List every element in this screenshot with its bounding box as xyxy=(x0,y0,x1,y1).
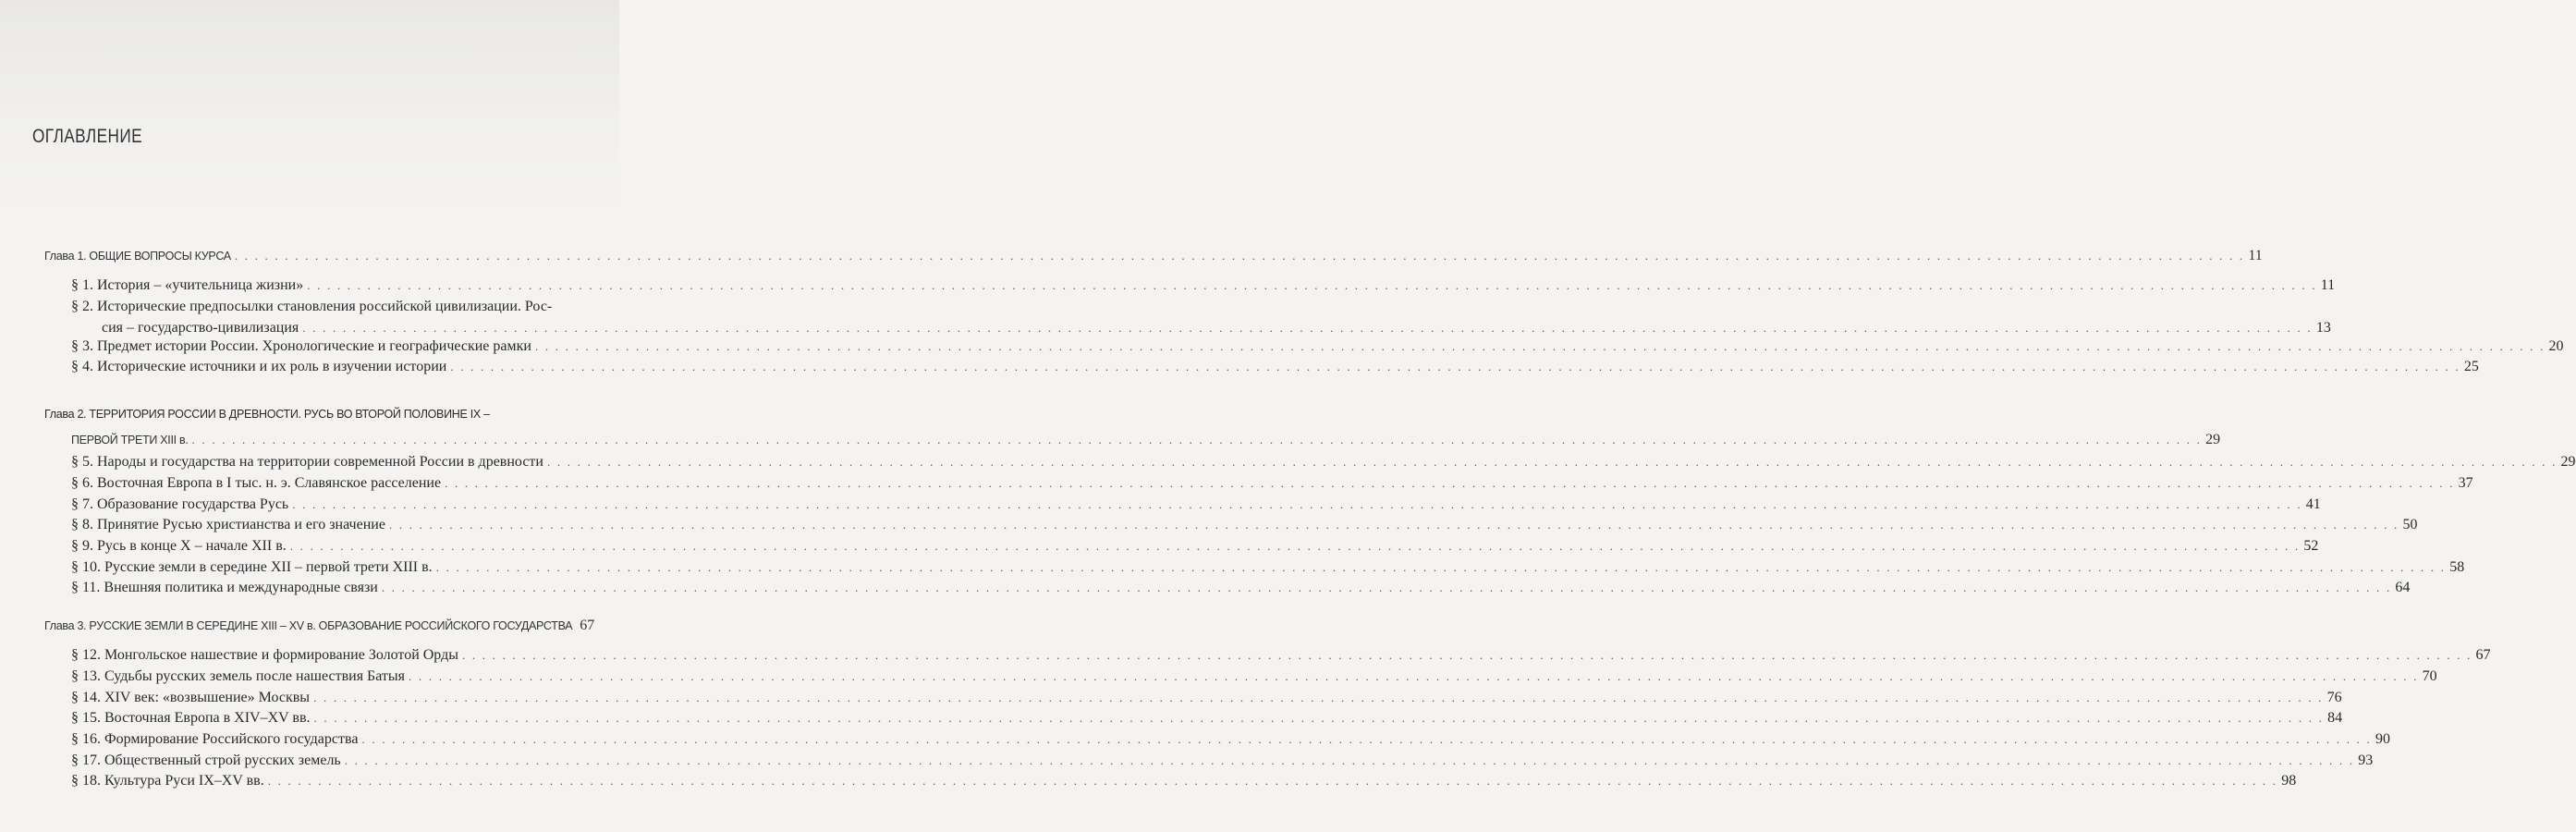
page-number: 13 xyxy=(2315,320,2331,336)
section-entry[interactable] xyxy=(71,277,2336,294)
page-number: 64 xyxy=(2395,580,2411,595)
dot-leader: . . . . . . . . . . . . . . . . . . . . . . . . . . . . . . . . . . . . . . . . . . . . . . . . . . . . . . . . . . . . . . . . . . . . . . . . . . . . . . . . . . . . . . . . . . . . . . . . . . . . . . . . . . . . . . . . . . . . . . . . . . . . . . . . . . . . . . . . . . . . . . . . . . . . . . . . . . . . . . . . . . . . . . . . . . . . . . . . . . . . . . . . . . . . . . . . . . . . . . . . xyxy=(289,539,2301,553)
page-bleed-through xyxy=(0,0,619,213)
chapter-entry[interactable] xyxy=(44,618,595,634)
page-number: 52 xyxy=(2303,538,2319,554)
entry-label: § 12. Монгольское нашествие и формирование Золотой Орды xyxy=(71,647,458,663)
entry-label: § 14. XIV век: «возвышение» Москвы xyxy=(71,690,311,705)
dot-leader: . . . . . . . . . . . . . . . . . . . . . . . . . . . . . . . . . . . . . . . . . . . . . . . . . . . . . . . . . . . . . . . . . . . . . . . . . . . . . . . . . . . . . . . . . . . . . . . . . . . . . . . . . . . . . . . . . . . . . . . . . . . . . . . . . . . . . . . . . . . . . . . . . . . . . . . . . . . . . . . . . . . . . . . . . . . . . . . . . . . . . . . . . . . . . . . . . . . . . . . . xyxy=(461,648,2472,662)
page-number: 29 xyxy=(2560,454,2576,470)
section-entry[interactable] xyxy=(71,517,2418,533)
dot-leader: . . . . . . . . . . . . . . . . . . . . . . . . . . . . . . . . . . . . . . . . . . . . . . . . . . . . . . . . . . . . . . . . . . . . . . . . . . . . . . . . . . . . . . . . . . . . . . . . . . . . . . . . . . . . . . . . . . . . . . . . . . . . . . . . . . . . . . . . . . . . . . . . . . . . . . . . . . . . . . . . . . . . . . . . . . . . . . . . . . . . . . . . . . . . . . . . . . . . . . . . xyxy=(388,518,2399,532)
page-number: 67 xyxy=(580,618,595,633)
entry-label: § 18. Культура Руси IX–XV вв. xyxy=(71,773,264,789)
section-entry[interactable] xyxy=(71,773,2297,789)
section-entry[interactable] xyxy=(71,710,2343,727)
entry-label: Глава 1. ОБЩИЕ ВОПРОСЫ КУРСА xyxy=(44,250,231,263)
dot-leader: . . . . . . . . . . . . . . . . . . . . . . . . . . . . . . . . . . . . . . . . . . . . . . . . . . . . . . . . . . . . . . . . . . . . . . . . . . . . . . . . . . . . . . . . . . . . . . . . . . . . . . . . . . . . . . . . . . . . . . . . . . . . . . . . . . . . . . . . . . . . . . . . . . . . . . . . . . . . . . . . . . . . . . . . . . . . . . . . . . . . . . . . . . . . . . . . . . . . . . . . xyxy=(234,249,2245,263)
page-number: 41 xyxy=(2305,496,2321,512)
entry-label: § 15. Восточная Европа в XIV–XV вв. xyxy=(71,710,311,726)
page-number: 58 xyxy=(2449,559,2465,575)
entry-label: § 4. Исторические источники и их роль в изучении истории xyxy=(71,359,447,374)
chapter-entry[interactable] xyxy=(44,248,2263,264)
dot-leader: . . . . . . . . . . . . . . . . . . . . . . . . . . . . . . . . . . . . . . . . . . . . . . . . . . . . . . . . . . . . . . . . . . . . . . . . . . . . . . . . . . . . . . . . . . . . . . . . . . . . . . . . . . . . . . . . . . . . . . . . . . . . . . . . . . . . . . . . . . . . . . . . . . . . . . . . . . . . . . . . . . . . . . . . . . . . . . . . . . . . . . . . . . . . . . . . . . . . . . . . xyxy=(344,753,2355,767)
section-entry[interactable] xyxy=(71,338,2564,355)
section-entry[interactable] xyxy=(71,647,2491,664)
entry-label: § 11. Внешняя политика и международные связи xyxy=(71,580,378,595)
dot-leader: . . . . . . . . . . . . . . . . . . . . . . . . . . . . . . . . . . . . . . . . . . . . . . . . . . . . . . . . . . . . . . . . . . . . . . . . . . . . . . . . . . . . . . . . . . . . . . . . . . . . . . . . . . . . . . . . . . . . . . . . . . . . . . . . . . . . . . . . . . . . . . . . . . . . . . . . . . . . . . . . . . . . . . . . . . . . . . . . . . . . . . . . . . . . . . . . . . . . . . . . xyxy=(313,711,2325,725)
page-number: 90 xyxy=(2375,731,2390,747)
section-entry[interactable] xyxy=(71,454,2576,471)
entry-label: § 13. Судьбы русских земель после нашествия Батыя xyxy=(71,668,406,684)
page-number: 20 xyxy=(2548,338,2564,354)
entry-label: сия – государство-цивилизация xyxy=(102,320,299,336)
page-number: 84 xyxy=(2327,710,2343,726)
entry-label: § 3. Предмет истории России. Хронологические и географические рамки xyxy=(71,338,531,354)
dot-leader: . . . . . . . . . . . . . . . . . . . . . . . . . . . . . . . . . . . . . . . . . . . . . . . . . . . . . . . . . . . . . . . . . . . . . . . . . . . . . . . . . . . . . . . . . . . . . . . . . . . . . . . . . . . . . . . . . . . . . . . . . . . . . . . . . . . . . . . . . . . . . . . . . . . . . . . . . . . . . . . . . . . . . . . . . . . . . . . . . . . . . . . . . . . . . . . . . . . . . . . . xyxy=(534,339,2545,353)
dot-leader: . . . . . . . . . . . . . . . . . . . . . . . . . . . . . . . . . . . . . . . . . . . . . . . . . . . . . . . . . . . . . . . . . . . . . . . . . . . . . . . . . . . . . . . . . . . . . . . . . . . . . . . . . . . . . . . . . . . . . . . . . . . . . . . . . . . . . . . . . . . . . . . . . . . . . . . . . . . . . . . . . . . . . . . . . . . . . . . . . . . . . . . . . . . . . . . . . . . . . . . . xyxy=(292,497,2302,511)
entry-label: Глава 3. РУССКИЕ ЗЕМЛИ В СЕРЕДИНЕ XIII – XV в. ОБРАЗОВАНИЕ РОССИЙСКОГО ГОСУДАРСТВА xyxy=(44,619,573,632)
dot-leader: . . . . . . . . . . . . . . . . . . . . . . . . . . . . . . . . . . . . . . . . . . . . . . . . . . . . . . . . . . . . . . . . . . . . . . . . . . . . . . . . . . . . . . . . . . . . . . . . . . . . . . . . . . . . . . . . . . . . . . . . . . . . . . . . . . . . . . . . . . . . . . . . . . . . . . . . . . . . . . . . . . . . . . . . . . . . . . . . . . . . . . . . . . . . . . . . . . . . . . . . xyxy=(267,774,2278,788)
page-number: 67 xyxy=(2475,647,2491,663)
entry-label: § 5. Народы и государства на территории современной России в древности xyxy=(71,454,543,470)
dot-leader: . . . . . . . . . . . . . . . . . . . . . . . . . . . . . . . . . . . . . . . . . . . . . . . . . . . . . . . . . . . . . . . . . . . . . . . . . . . . . . . . . . . . . . . . . . . . . . . . . . . . . . . . . . . . . . . . . . . . . . . . . . . . . . . . . . . . . . . . . . . . . . . . . . . . . . . . . . . . . . . . . . . . . . . . . . . . . . . . . . . . . . . . . . . . . . . . . . . . . . . . xyxy=(361,732,2372,746)
page-number: 76 xyxy=(2326,690,2342,705)
section-entry[interactable] xyxy=(71,668,2437,685)
section-entry[interactable] xyxy=(71,496,2321,513)
section-title-line1: § 2. Исторические предпосылки становления российской цивилизации. Рос- xyxy=(71,299,553,314)
dot-leader: . . . . . . . . . . . . . . . . . . . . . . . . . . . . . . . . . . . . . . . . . . . . . . . . . . . . . . . . . . . . . . . . . . . . . . . . . . . . . . . . . . . . . . . . . . . . . . . . . . . . . . . . . . . . . . . . . . . . . . . . . . . . . . . . . . . . . . . . . . . . . . . . . . . . . . . . . . . . . . . . . . . . . . . . . . . . . . . . . . . . . . . . . . . . . . . . . . . . . . . . xyxy=(313,691,2324,704)
entry-label: § 8. Принятие Русью христианства и его значение xyxy=(71,517,385,532)
page-number: 11 xyxy=(2248,248,2263,263)
entry-label: § 10. Русские земли в середине XII – первой трети XIII в. xyxy=(71,559,433,575)
dot-leader: . . . . . . . . . . . . . . . . . . . . . . . . . . . . . . . . . . . . . . . . . . . . . . . . . . . . . . . . . . . . . . . . . . . . . . . . . . . . . . . . . . . . . . . . . . . . . . . . . . . . . . . . . . . . . . . . . . . . . . . . . . . . . . . . . . . . . . . . . . . . . . . . . . . . . . . . . . . . . . . . . . . . . . . . . . . . . . . . . . . . . . . . . . . . . . . . . . . . . . . . xyxy=(302,321,2313,335)
dot-leader: . . . . . . . . . . . . . . . . . . . . . . . . . . . . . . . . . . . . . . . . . . . . . . . . . . . . . . . . . . . . . . . . . . . . . . . . . . . . . . . . . . . . . . . . . . . . . . . . . . . . . . . . . . . . . . . . . . . . . . . . . . . . . . . . . . . . . . . . . . . . . . . . . . . . . . . . . . . . . . . . . . . . . . . . . . . . . . . . . . . . . . . . . . . . . . . . . . . . . . . . xyxy=(450,360,2460,373)
dot-leader: . . . . . . . . . . . . . . . . . . . . . . . . . . . . . . . . . . . . . . . . . . . . . . . . . . . . . . . . . . . . . . . . . . . . . . . . . . . . . . . . . . . . . . . . . . . . . . . . . . . . . . . . . . . . . . . . . . . . . . . . . . . . . . . . . . . . . . . . . . . . . . . . . . . . . . . . . . . . . . . . . . . . . . . . . . . . . . . . . . . . . . . . . . . . . . . . . . . . . . . . xyxy=(307,278,2317,292)
entry-label: § 16. Формирование Российского государства xyxy=(71,731,359,747)
entry-label: § 1. История – «учительница жизни» xyxy=(71,277,304,293)
section-entry[interactable] xyxy=(71,690,2342,706)
dot-leader: . . . . . . . . . . . . . . . . . . . . . . . . . . . . . . . . . . . . . . . . . . . . . . . . . . . . . . . . . . . . . . . . . . . . . . . . . . . . . . . . . . . . . . . . . . . . . . . . . . . . . . . . . . . . . . . . . . . . . . . . . . . . . . . . . . . . . . . . . . . . . . . . . . . . . . . . . . . . . . . . . . . . . . . . . . . . . . . . . . . . . . . . . . . . . . . . . . . . . . . . xyxy=(435,560,2447,574)
page-title: ОГЛАВЛЕНИЕ xyxy=(32,126,143,147)
section-entry[interactable] xyxy=(71,359,2479,375)
section-entry[interactable] xyxy=(71,475,2473,492)
page-number: 98 xyxy=(2281,773,2297,789)
page-number: 37 xyxy=(2458,475,2473,491)
page-number: 25 xyxy=(2463,359,2479,374)
page-number: 11 xyxy=(2320,277,2336,293)
chapter-entry[interactable] xyxy=(71,432,2221,448)
entry-label: § 9. Русь в конце X – начале XII в. xyxy=(71,538,287,554)
entry-label: § 7. Образование государства Русь xyxy=(71,496,289,512)
page-number: 50 xyxy=(2402,517,2418,532)
section-entry[interactable] xyxy=(71,752,2374,769)
page-number: 70 xyxy=(2422,668,2437,684)
page-number: 29 xyxy=(2205,432,2221,447)
chapter-title-line1: Глава 2. ТЕРРИТОРИЯ РОССИИ В ДРЕВНОСТИ. РУСЬ ВО ВТОРОЙ ПОЛОВИНЕ IX – xyxy=(44,408,490,421)
dot-leader: . . . . . . . . . . . . . . . . . . . . . . . . . . . . . . . . . . . . . . . . . . . . . . . . . . . . . . . . . . . . . . . . . . . . . . . . . . . . . . . . . . . . . . . . . . . . . . . . . . . . . . . . . . . . . . . . . . . . . . . . . . . . . . . . . . . . . . . . . . . . . . . . . . . . . . . . . . . . . . . . . . . . . . . . . . . . . . . . . . . . . . . . . . . . . . . . . . . . . . . . xyxy=(381,581,2392,594)
dot-leader: . . . . . . . . . . . . . . . . . . . . . . . . . . . . . . . . . . . . . . . . . . . . . . . . . . . . . . . . . . . . . . . . . . . . . . . . . . . . . . . . . . . . . . . . . . . . . . . . . . . . . . . . . . . . . . . . . . . . . . . . . . . . . . . . . . . . . . . . . . . . . . . . . . . . . . . . . . . . . . . . . . . . . . . . . . . . . . . . . . . . . . . . . . . . . . . . . . . . . . . . xyxy=(445,476,2455,490)
page-number: 93 xyxy=(2358,752,2374,768)
entry-label: ПЕРВОЙ ТРЕТИ XIII в. xyxy=(71,434,189,447)
section-entry[interactable] xyxy=(71,538,2319,555)
dot-leader: . . . . . . . . . . . . . . . . . . . . . . . . . . . . . . . . . . . . . . . . . . . . . . . . . . . . . . . . . . . . . . . . . . . . . . . . . . . . . . . . . . . . . . . . . . . . . . . . . . . . . . . . . . . . . . . . . . . . . . . . . . . . . . . . . . . . . . . . . . . . . . . . . . . . . . . . . . . . . . . . . . . . . . . . . . . . . . . . . . . . . . . . . . . . . . . . . . . . . . . . xyxy=(191,433,2203,447)
section-entry[interactable] xyxy=(102,320,2331,336)
dot-leader: . . . . . . . . . . . . . . . . . . . . . . . . . . . . . . . . . . . . . . . . . . . . . . . . . . . . . . . . . . . . . . . . . . . . . . . . . . . . . . . . . . . . . . . . . . . . . . . . . . . . . . . . . . . . . . . . . . . . . . . . . . . . . . . . . . . . . . . . . . . . . . . . . . . . . . . . . . . . . . . . . . . . . . . . . . . . . . . . . . . . . . . . . . . . . . . . . . . . . . . . xyxy=(409,669,2419,683)
dot-leader: . . . . . . . . . . . . . . . . . . . . . . . . . . . . . . . . . . . . . . . . . . . . . . . . . . . . . . . . . . . . . . . . . . . . . . . . . . . . . . . . . . . . . . . . . . . . . . . . . . . . . . . . . . . . . . . . . . . . . . . . . . . . . . . . . . . . . . . . . . . . . . . . . . . . . . . . . . . . . . . . . . . . . . . . . . . . . . . . . . . . . . . . . . . . . . . . . . . . . . . . xyxy=(546,455,2558,469)
section-entry[interactable] xyxy=(71,580,2411,596)
entry-label: § 17. Общественный строй русских земель xyxy=(71,752,341,768)
section-entry[interactable] xyxy=(71,731,2390,748)
section-entry[interactable] xyxy=(71,559,2465,576)
entry-label: § 6. Восточная Европа в I тыс. н. э. Славянское расселение xyxy=(71,475,442,491)
